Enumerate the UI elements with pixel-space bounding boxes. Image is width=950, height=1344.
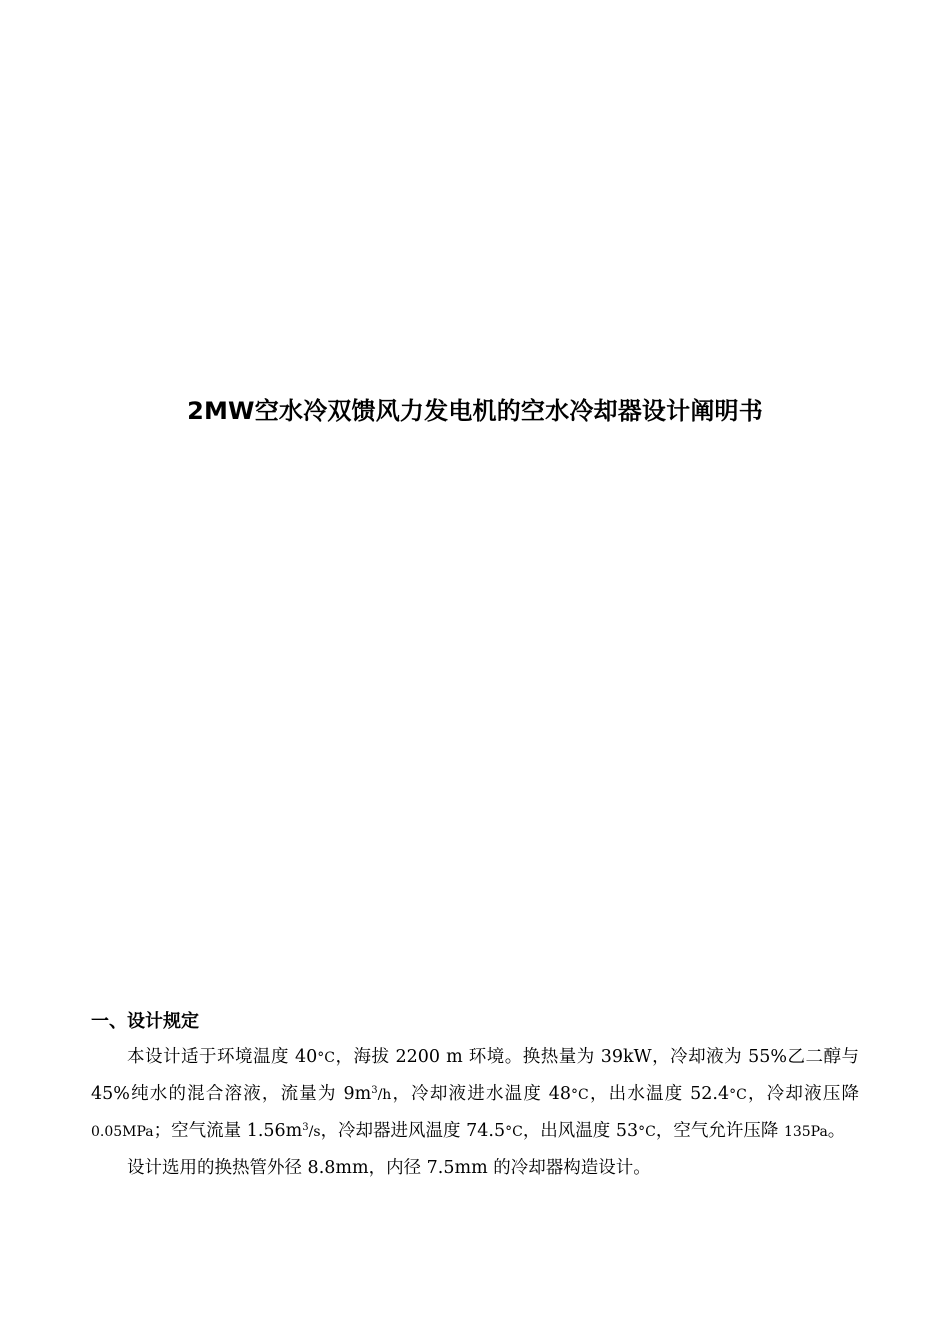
text-run: 本设计适于环境温度 40 bbox=[127, 1047, 318, 1067]
text-run: ，出水温度 52.4 bbox=[588, 1084, 730, 1104]
pressure-value: 0.05MPa bbox=[91, 1124, 154, 1140]
text-run: ，海拔 2200 m 环境。换热量为 39kW，冷却液为 55%乙二醇与 45%纯水的混合溶液，流量为 9m bbox=[91, 1047, 859, 1104]
text-run: ，空气允许压降 bbox=[655, 1121, 784, 1141]
text-run: ，冷却液进水温度 48 bbox=[391, 1084, 572, 1104]
unit-celsius: °C bbox=[571, 1087, 589, 1103]
unit-per-hour: /h bbox=[377, 1087, 392, 1103]
pressure-value: 135Pa bbox=[783, 1124, 828, 1140]
requirements-paragraph bbox=[91, 1039, 859, 1150]
tube-spec-paragraph: 设计选用的换热管外径 8.8mm，内径 7.5mm 的冷却器构造设计。 bbox=[127, 1158, 651, 1178]
superscript: 3 bbox=[302, 1122, 309, 1133]
unit-per-second: /s bbox=[308, 1124, 321, 1140]
text-run: ，冷却液压降 bbox=[746, 1084, 860, 1104]
unit-celsius: °C bbox=[317, 1050, 335, 1066]
unit-celsius: °C bbox=[638, 1124, 656, 1140]
text-run: 。 bbox=[827, 1121, 846, 1141]
unit-celsius: °C bbox=[505, 1124, 523, 1140]
section-design-requirements bbox=[91, 1008, 859, 1186]
text-run: ，冷却器进风温度 74.5 bbox=[320, 1121, 506, 1141]
section-heading: 一、设计规定 bbox=[91, 1011, 199, 1032]
text-run: ；空气流量 1.56m bbox=[153, 1121, 303, 1141]
unit-celsius: °C bbox=[729, 1087, 747, 1103]
text-run: ，出风温度 53 bbox=[522, 1121, 639, 1141]
document-title: 2MW空水冷双馈风力发电机的空水冷却器设计阐明书 bbox=[187, 397, 763, 425]
superscript: 3 bbox=[371, 1085, 378, 1096]
